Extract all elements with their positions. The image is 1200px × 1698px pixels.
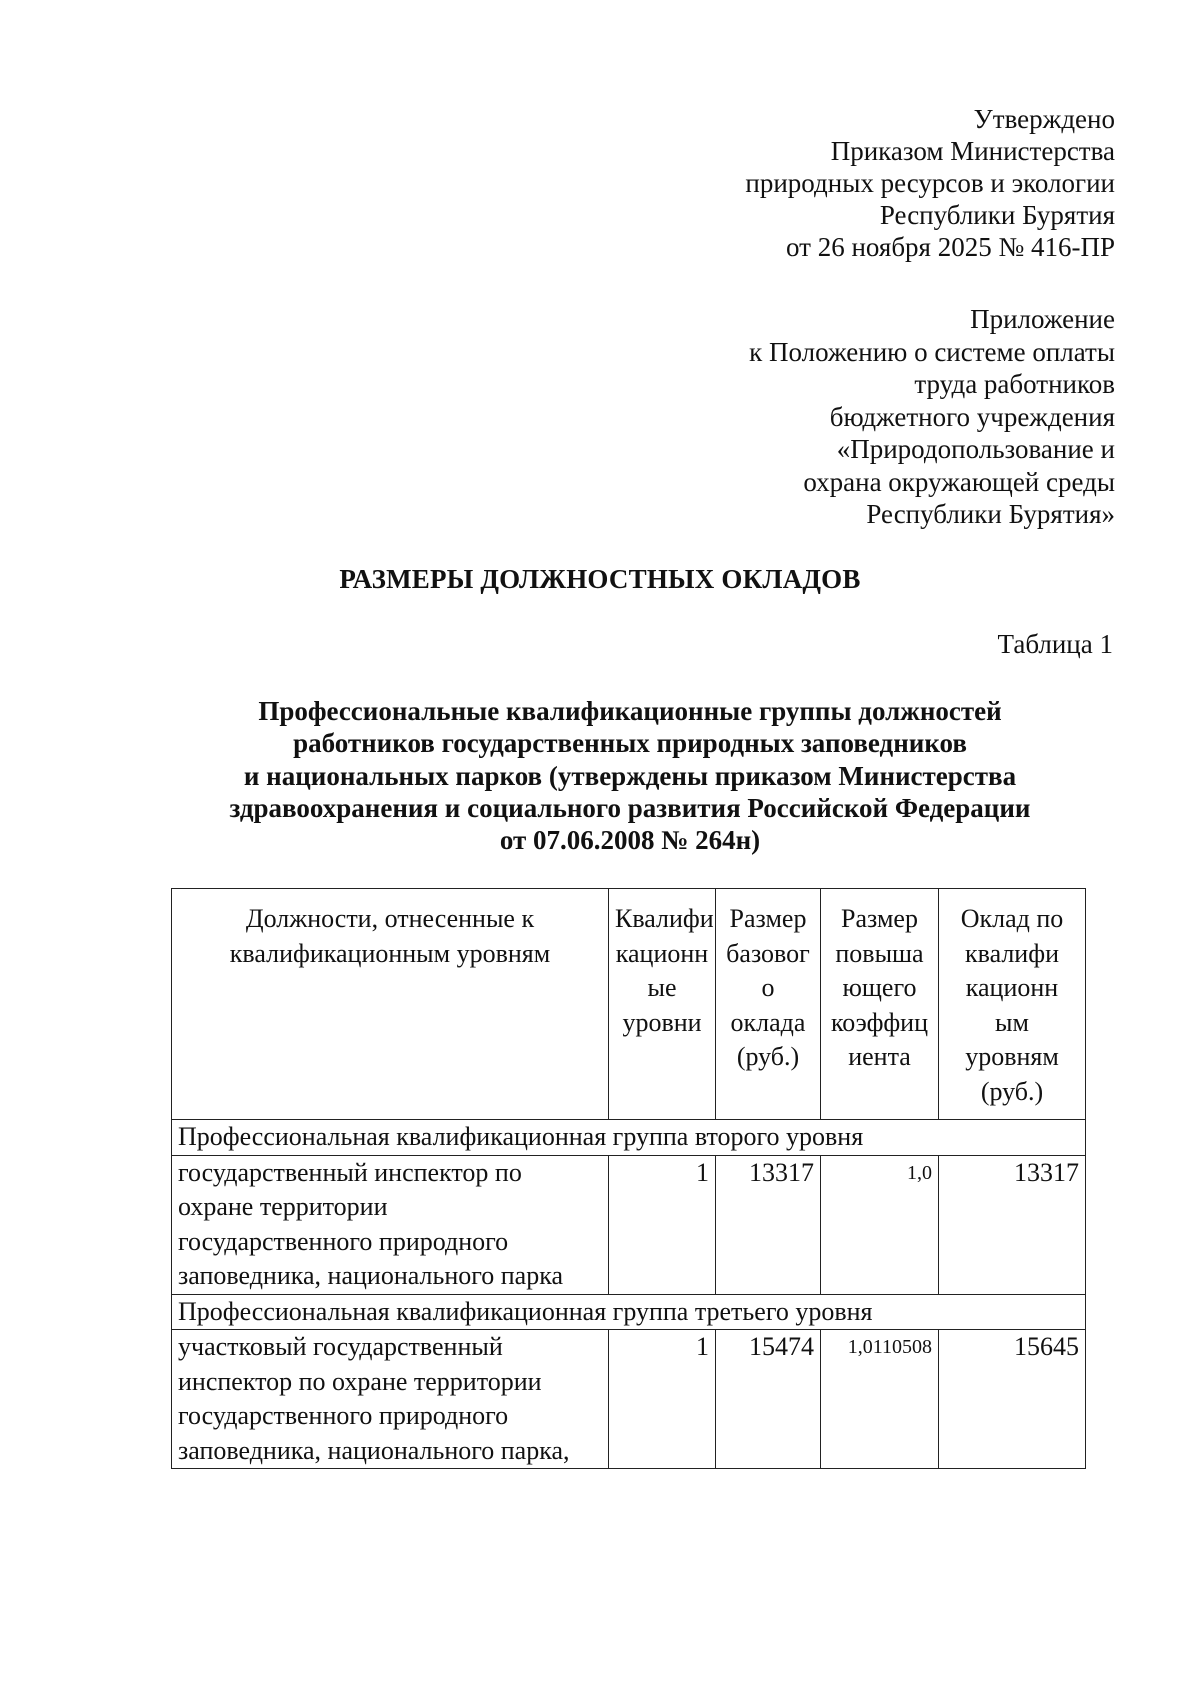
cell-position-line: инспектор по охране территории bbox=[178, 1366, 542, 1396]
header-position-line: Должности, отнесенные к bbox=[245, 904, 535, 933]
salary-table bbox=[171, 888, 1086, 1469]
header-base-salary bbox=[716, 889, 821, 1120]
header-coefficient-line: коэффиц bbox=[830, 1007, 928, 1037]
header-coefficient-line: повыша bbox=[835, 938, 924, 968]
header-position-line: квалификационным уровням bbox=[229, 938, 551, 968]
header-salary-line: кационн bbox=[965, 973, 1059, 1002]
header-base-salary-line: базовог bbox=[726, 938, 810, 968]
approval-line: Республики Бурятия bbox=[879, 200, 1115, 230]
cell-salary: 15645 bbox=[939, 1330, 1086, 1469]
cell-position-line: охране территории bbox=[178, 1192, 388, 1221]
section-title bbox=[170, 695, 1090, 856]
header-salary bbox=[939, 889, 1086, 1120]
header-salary-line: Оклад по bbox=[960, 904, 1064, 933]
header-level-line: кационн bbox=[615, 938, 709, 968]
section-title-line: работников государственных природных заповедников bbox=[293, 728, 967, 759]
appendix-block bbox=[615, 303, 1115, 531]
header-coefficient bbox=[821, 889, 939, 1120]
header-level-line: ые bbox=[647, 973, 677, 1002]
cell-position-line: участковый государственный bbox=[178, 1332, 503, 1361]
header-base-salary-line: Размер bbox=[729, 904, 807, 933]
section-title-line: Профессиональные квалификационные группы должностей bbox=[258, 696, 1002, 726]
approval-line: Приказом Министерства bbox=[830, 136, 1115, 166]
header-salary-line: квалифи bbox=[965, 938, 1059, 968]
header-coefficient-line: иента bbox=[848, 1042, 911, 1071]
header-level-line: Квалифи bbox=[615, 904, 714, 933]
section-title-line: от 07.06.2008 № 264н) bbox=[499, 825, 761, 856]
section-title-line: здравоохранения и социального развития Российской Федерации bbox=[229, 792, 1031, 823]
header-base-salary-line: о bbox=[761, 973, 775, 1002]
table-header-row bbox=[172, 889, 1086, 1120]
appendix-line: Приложение bbox=[970, 304, 1115, 334]
cell-position bbox=[172, 1155, 609, 1294]
group-row bbox=[172, 1294, 1086, 1330]
cell-coefficient: 1,0110508 bbox=[821, 1330, 939, 1469]
cell-position-line: государственного природного bbox=[178, 1401, 509, 1430]
appendix-line: Республики Бурятия» bbox=[866, 499, 1115, 529]
appendix-line: к Положению о системе оплаты bbox=[749, 336, 1115, 367]
table-row bbox=[172, 1155, 1086, 1294]
group-title: Профессиональная квалификационная группа второго уровня bbox=[172, 1120, 1086, 1156]
appendix-line: «Природопользование и bbox=[836, 434, 1115, 464]
approval-block bbox=[615, 103, 1115, 263]
cell-position bbox=[172, 1330, 609, 1469]
header-salary-line: (руб.) bbox=[980, 1076, 1044, 1106]
approval-line: природных ресурсов и экологии bbox=[745, 168, 1115, 198]
group-title: Профессиональная квалификационная группа третьего уровня bbox=[172, 1294, 1086, 1330]
cell-base-salary: 15474 bbox=[716, 1330, 821, 1469]
appendix-line: труда работников bbox=[914, 369, 1115, 399]
cell-base-salary: 13317 bbox=[716, 1155, 821, 1294]
section-title-line: и национальных парков (утверждены приказом Министерства bbox=[243, 760, 1017, 791]
approval-line: Утверждено bbox=[973, 104, 1115, 134]
cell-level: 1 bbox=[609, 1155, 716, 1294]
table-row bbox=[172, 1330, 1086, 1469]
header-coefficient-line: ющего bbox=[842, 973, 917, 1002]
approval-line: от 26 ноября 2025 № 416-ПР bbox=[786, 232, 1115, 262]
cell-position-line: государственный инспектор по bbox=[178, 1157, 522, 1187]
cell-level: 1 bbox=[609, 1330, 716, 1469]
header-base-salary-line: оклада bbox=[730, 1007, 806, 1037]
cell-position-line: государственного природного bbox=[178, 1226, 509, 1256]
header-salary-line: ым bbox=[995, 1007, 1029, 1037]
cell-position-line: заповедника, национального парка bbox=[178, 1261, 563, 1290]
table-label: Таблица 1 bbox=[997, 629, 1113, 659]
page-title: РАЗМЕРЫ ДОЛЖНОСТНЫХ ОКЛАДОВ bbox=[339, 564, 861, 594]
header-coefficient-line: Размер bbox=[841, 904, 918, 933]
group-row bbox=[172, 1120, 1086, 1156]
cell-salary: 13317 bbox=[939, 1155, 1086, 1294]
header-level bbox=[609, 889, 716, 1120]
header-level-line: уровни bbox=[622, 1007, 702, 1037]
header-position bbox=[172, 889, 609, 1120]
header-base-salary-line: (руб.) bbox=[736, 1042, 800, 1071]
cell-position-line: заповедника, национального парка, bbox=[178, 1435, 570, 1465]
appendix-line: бюджетного учреждения bbox=[829, 401, 1115, 432]
appendix-line: охрана окружающей среды bbox=[803, 466, 1115, 497]
cell-coefficient: 1,0 bbox=[821, 1155, 939, 1294]
header-salary-line: уровням bbox=[965, 1042, 1059, 1071]
